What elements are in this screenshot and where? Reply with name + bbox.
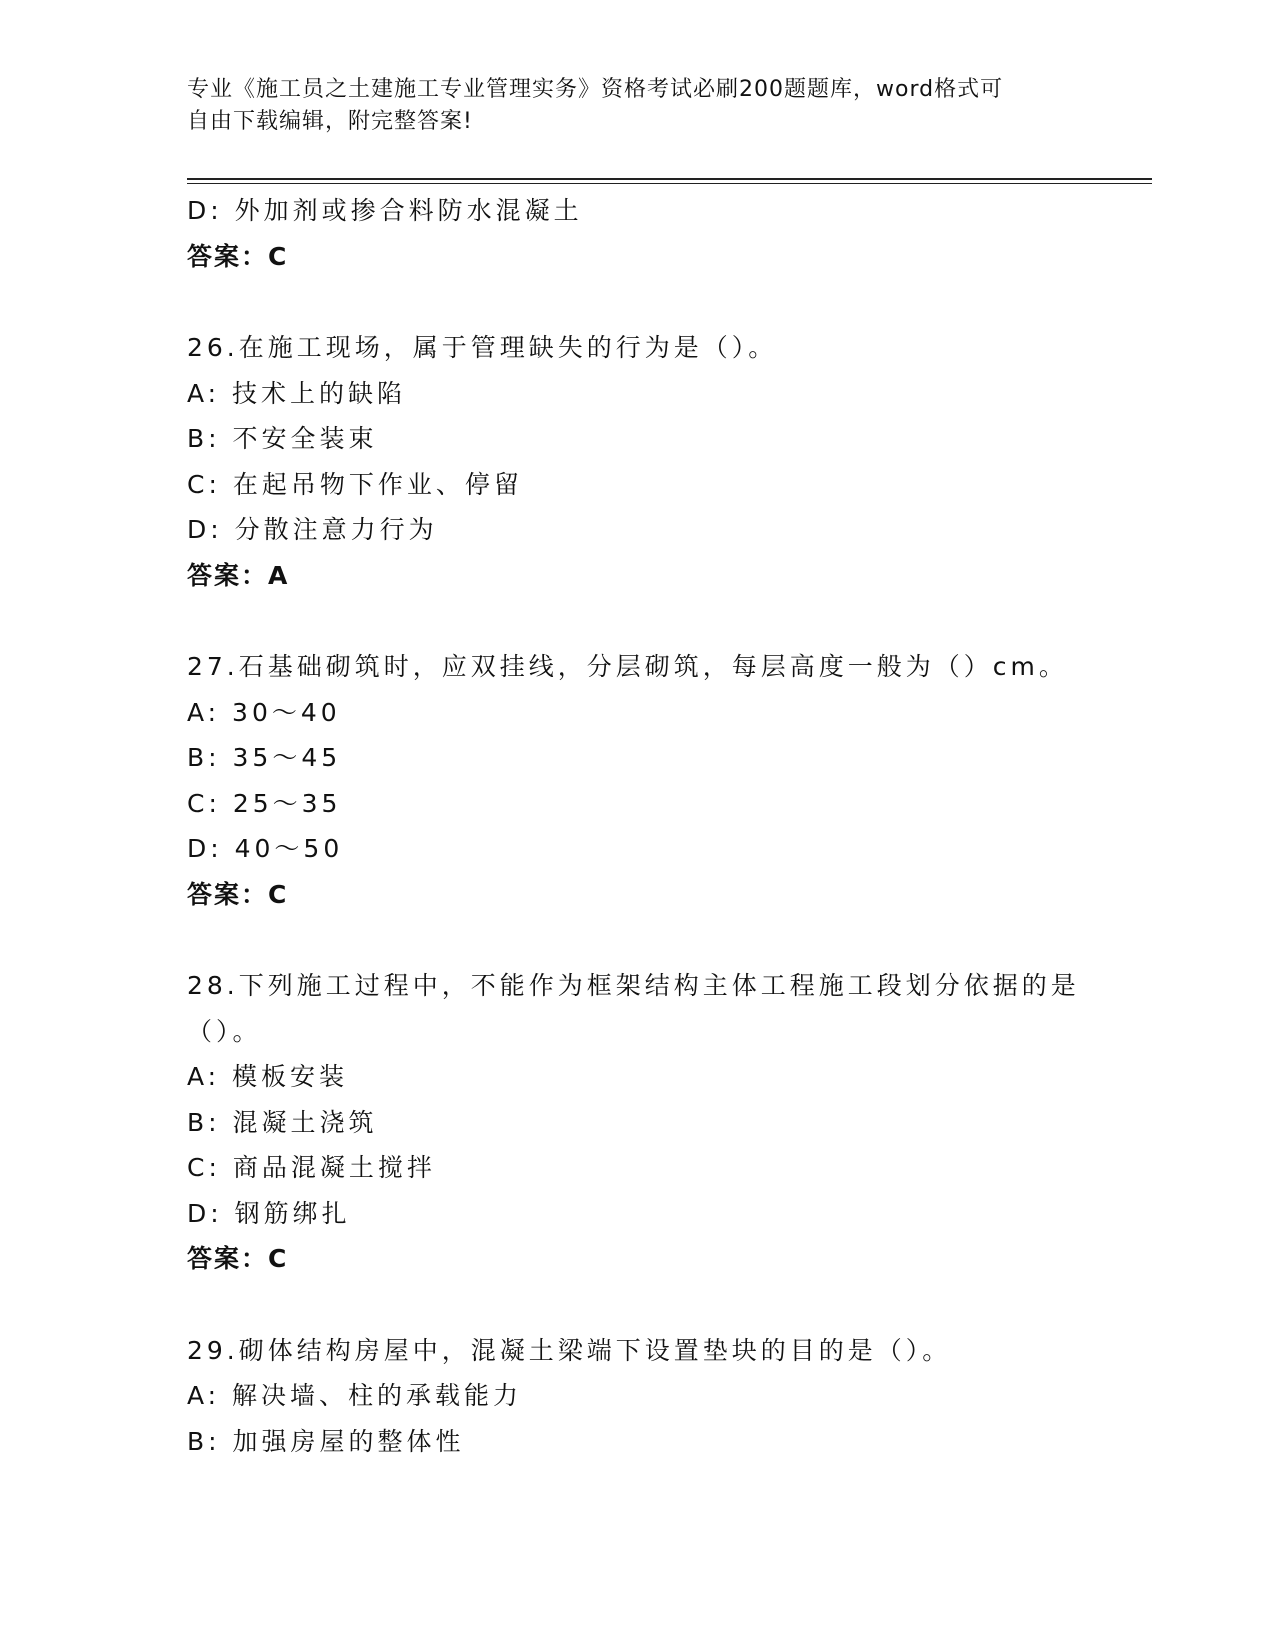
option-d: D: 分散注意力行为 bbox=[187, 515, 438, 544]
option-d: D: 40～50 bbox=[187, 834, 344, 863]
option-b: B: 加强房屋的整体性 bbox=[187, 1426, 465, 1456]
question-stem: 27.石基础砌筑时，应双挂线，分层砌筑，每层高度一般为（）cm。 bbox=[187, 652, 1068, 681]
document-header bbox=[187, 74, 1087, 138]
question-stem-line1: 28.下列施工过程中，不能作为框架结构主体工程施工段划分依据的是 bbox=[187, 971, 1080, 1000]
answer: 答案：C bbox=[187, 241, 289, 271]
spacer bbox=[187, 598, 1087, 644]
option-c: C: 在起吊物下作业、停留 bbox=[187, 469, 523, 499]
option-a: A: 模板安装 bbox=[187, 1062, 349, 1091]
header-divider bbox=[187, 178, 1152, 180]
option-b: B: 35～45 bbox=[187, 743, 342, 772]
option-d: D: 外加剂或掺合料防水混凝土 bbox=[187, 196, 583, 225]
option-b: B: 混凝土浇筑 bbox=[187, 1107, 378, 1137]
question-27 bbox=[187, 644, 1087, 917]
question-29 bbox=[187, 1328, 1087, 1465]
option-a: A: 技术上的缺陷 bbox=[187, 378, 407, 408]
spacer bbox=[187, 279, 1087, 325]
option-b: B: 不安全装束 bbox=[187, 424, 378, 453]
question-list bbox=[187, 188, 1087, 1464]
header-title-line2: 自由下载编辑，附完整答案! bbox=[187, 109, 473, 134]
option-c: C: 25～35 bbox=[187, 788, 342, 818]
question-stem-line2: （）。 bbox=[187, 1016, 262, 1046]
option-a: A: 解决墙、柱的承载能力 bbox=[187, 1381, 523, 1410]
answer: 答案：C bbox=[187, 879, 289, 909]
spacer bbox=[187, 1282, 1087, 1328]
option-c: C: 商品混凝土搅拌 bbox=[187, 1153, 436, 1182]
question-26 bbox=[187, 325, 1087, 598]
question-28 bbox=[187, 963, 1087, 1282]
option-a: A: 30～40 bbox=[187, 697, 341, 727]
spacer bbox=[187, 917, 1087, 963]
header-title-line1: 专业《施工员之土建施工专业管理实务》资格考试必刷200题题库，word格式可 bbox=[187, 77, 1004, 102]
option-d: D: 钢筋绑扎 bbox=[187, 1198, 351, 1228]
answer: 答案：A bbox=[187, 560, 290, 590]
answer: 答案：C bbox=[187, 1244, 289, 1273]
question-stem: 26.在施工现场，属于管理缺失的行为是（）。 bbox=[187, 333, 778, 362]
header-divider-thin bbox=[187, 183, 1152, 184]
question-stem: 29.砌体结构房屋中，混凝土梁端下设置垫块的目的是（）。 bbox=[187, 1335, 952, 1365]
